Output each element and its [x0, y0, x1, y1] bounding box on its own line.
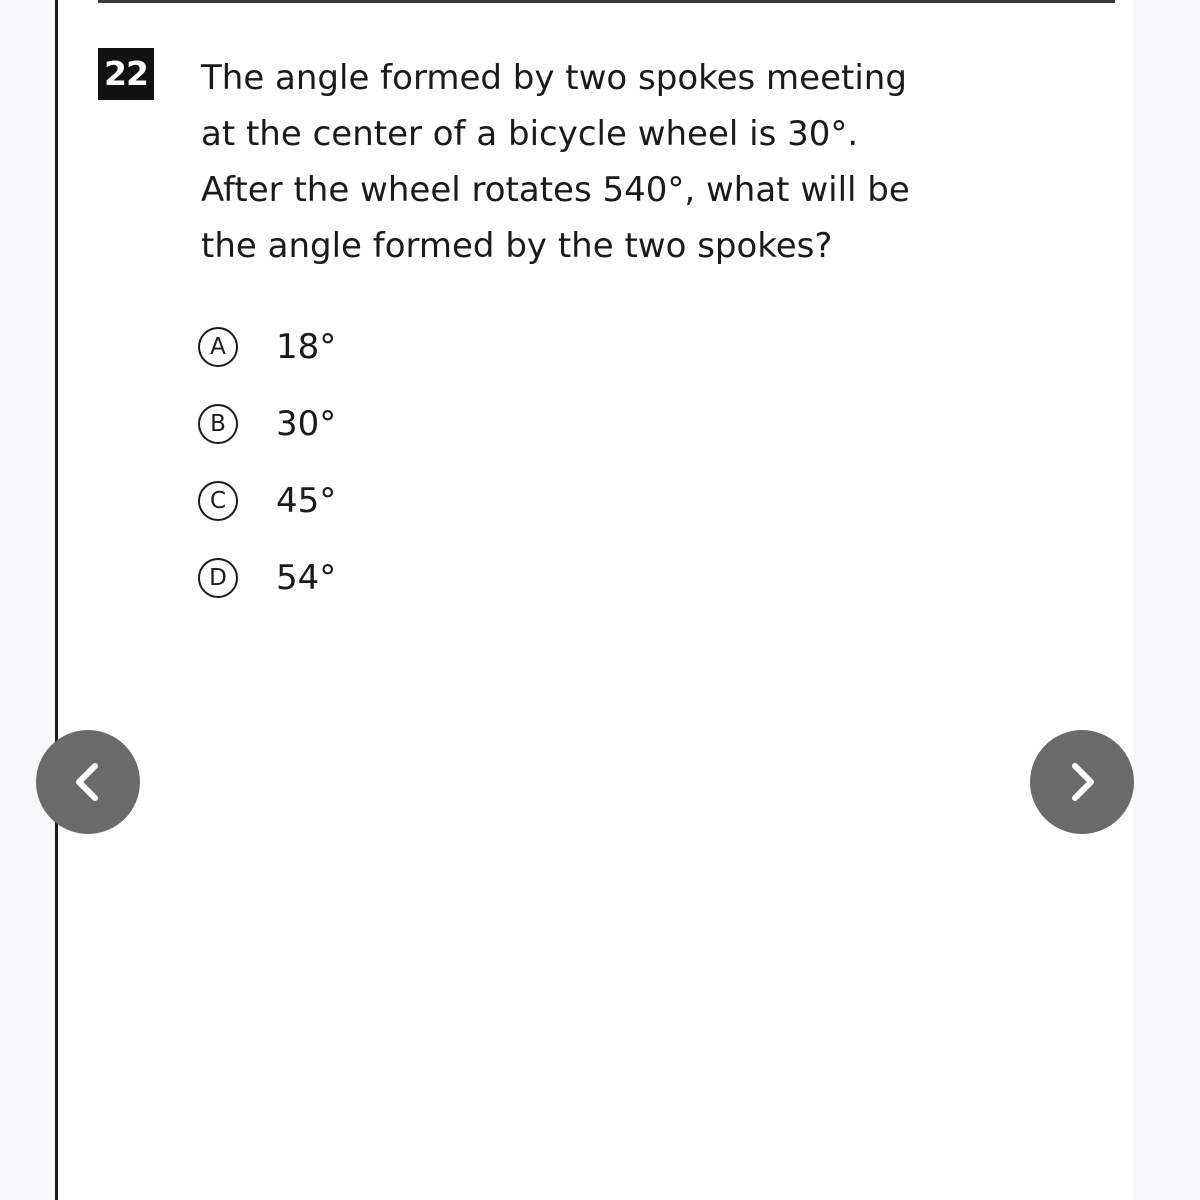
- option-letter-circle: B: [198, 404, 238, 444]
- chevron-right-icon: [1062, 760, 1102, 804]
- answer-option-b[interactable]: [198, 385, 336, 462]
- option-value: 18°: [276, 326, 337, 367]
- next-image-button[interactable]: [1030, 730, 1134, 834]
- option-value: 30°: [276, 403, 337, 444]
- option-letter-circle: C: [198, 481, 238, 521]
- worksheet-page: [55, 0, 1133, 1200]
- question-line: at the center of a bicycle wheel is 30°.: [201, 114, 859, 154]
- option-value: 54°: [276, 557, 337, 598]
- question-line: the angle formed by the two spokes?: [201, 226, 833, 266]
- answer-options: [198, 308, 336, 616]
- previous-image-button[interactable]: [36, 730, 140, 834]
- option-value: 45°: [276, 480, 337, 521]
- answer-option-a[interactable]: [198, 308, 336, 385]
- chevron-left-icon: [68, 760, 108, 804]
- option-letter-circle: D: [198, 558, 238, 598]
- option-letter-circle: A: [198, 327, 238, 367]
- question-line: After the wheel rotates 540°, what will be: [201, 170, 910, 210]
- top-rule: [98, 0, 1115, 3]
- answer-option-c[interactable]: [198, 462, 336, 539]
- question-text: [201, 50, 1101, 274]
- question-number-badge: 22: [98, 48, 154, 100]
- question-line: The angle formed by two spokes meeting: [201, 58, 907, 98]
- answer-option-d[interactable]: [198, 539, 336, 616]
